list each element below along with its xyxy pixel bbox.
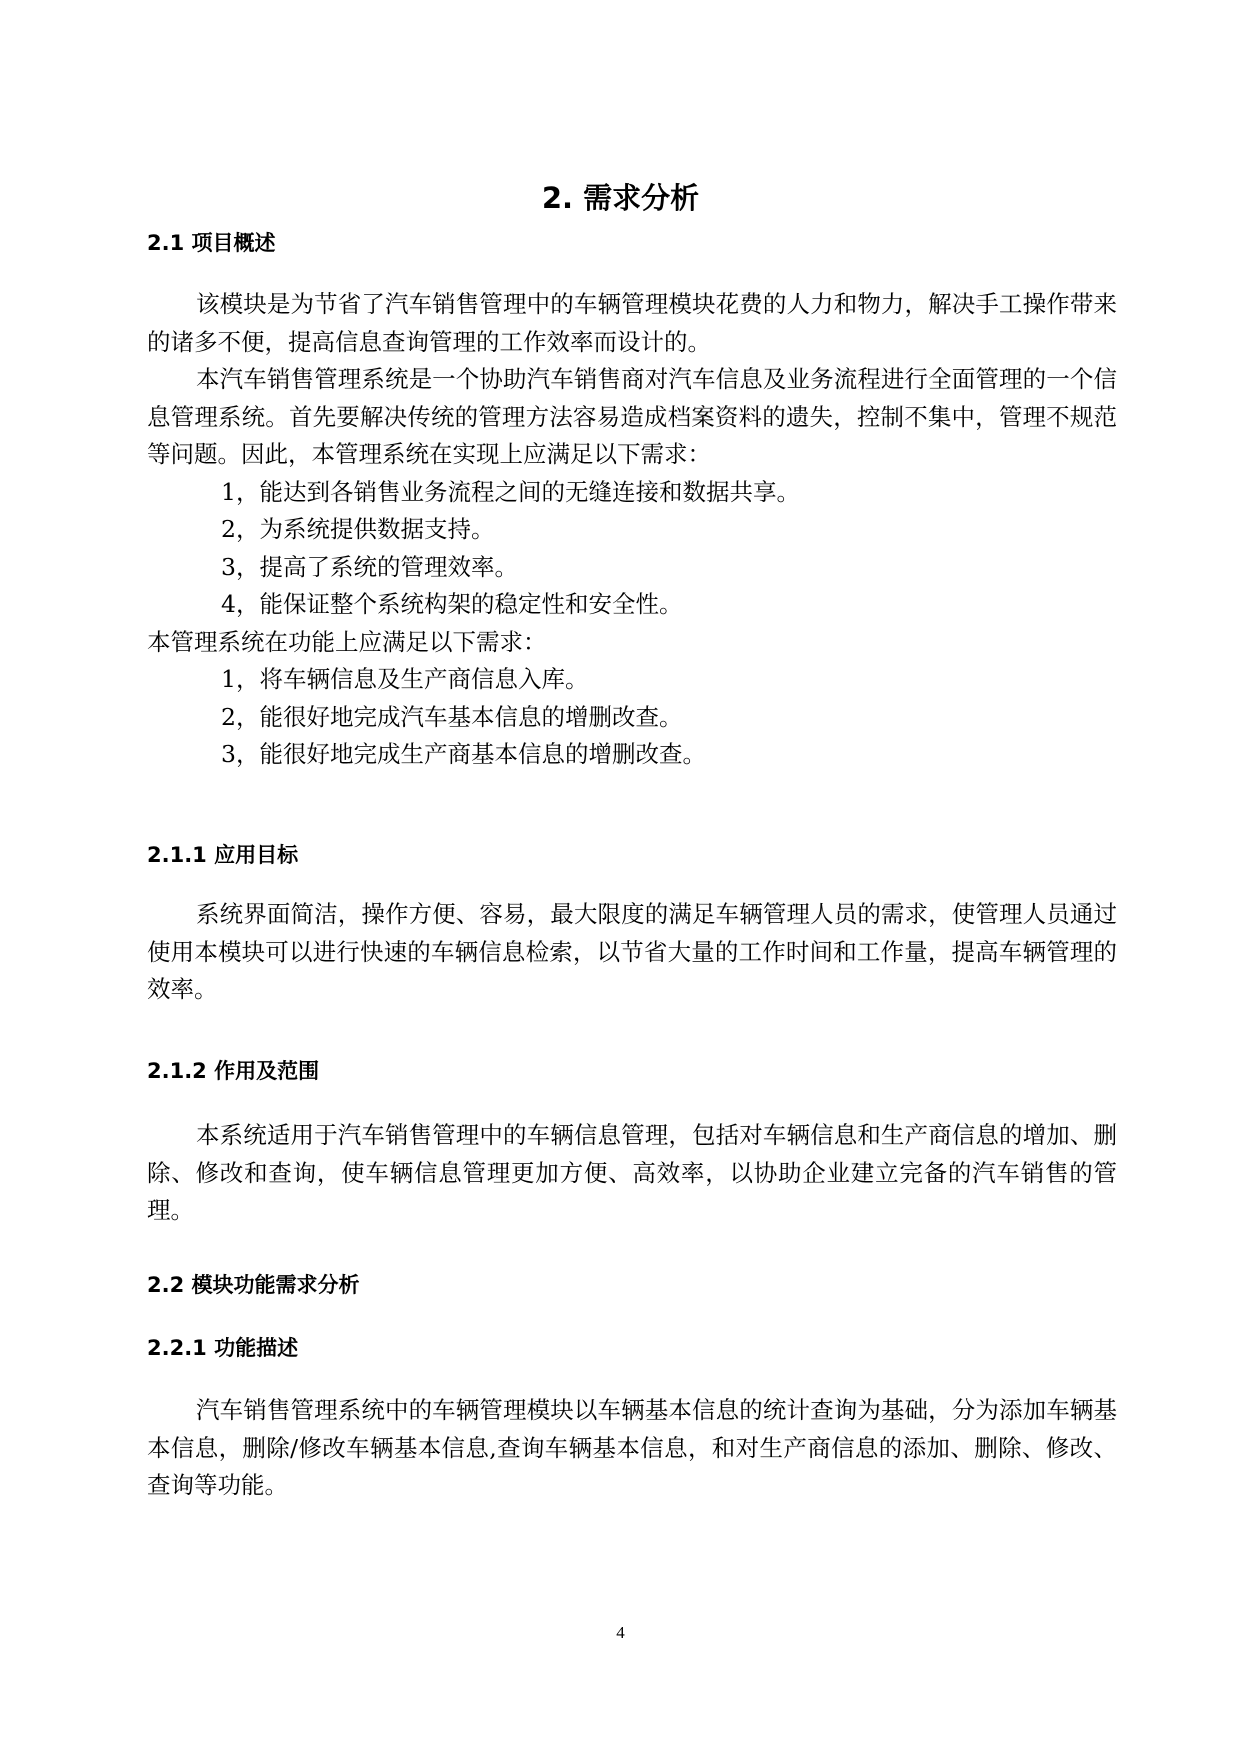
- page-number: 4: [616, 1623, 625, 1642]
- list-item-func-3: 3，能很好地完成生产商基本信息的增删改查。: [221, 740, 706, 768]
- paragraph-overview-2: 本汽车销售管理系统是一个协助汽车销售商对汽车信息及业务流程进行全面管理的一个信息管理系统。首先要解决传统的管理方法容易造成档案资料的遗失，控制不集中，管理不规范等问题。因此，本管理系统在实现上应满足以下需求：: [147, 365, 1117, 468]
- list-item-impl-4: 4，能保证整个系统构架的稳定性和安全性。: [221, 590, 683, 618]
- section-heading-2-1: 2.1 项目概述: [147, 231, 276, 255]
- chapter-title: 2. 需求分析: [541, 181, 700, 215]
- paragraph-func-intro: 本管理系统在功能上应满足以下需求：: [147, 628, 547, 656]
- list-item-func-2: 2，能很好地完成汽车基本信息的增删改查。: [221, 703, 683, 731]
- list-item-impl-3: 3，提高了系统的管理效率。: [221, 553, 518, 581]
- section-heading-2-1-2: 2.1.2 作用及范围: [147, 1059, 320, 1083]
- list-item-func-1: 1，将车辆信息及生产商信息入库。: [221, 665, 589, 693]
- section-heading-2-2: 2.2 模块功能需求分析: [147, 1273, 360, 1297]
- section-heading-2-2-1: 2.2.1 功能描述: [147, 1336, 299, 1360]
- paragraph-overview-1: 该模块是为节省了汽车销售管理中的车辆管理模块花费的人力和物力，解决手工操作带来的诸多不便，提高信息查询管理的工作效率而设计的。: [147, 290, 1117, 356]
- paragraph-application-goal: 系统界面简洁，操作方便、容易，最大限度的满足车辆管理人员的需求，使管理人员通过使用本模块可以进行快速的车辆信息检索，以节省大量的工作时间和工作量，提高车辆管理的效率。: [147, 900, 1117, 1003]
- paragraph-scope: 本系统适用于汽车销售管理中的车辆信息管理，包括对车辆信息和生产商信息的增加、删除、修改和查询，使车辆信息管理更加方便、高效率，以协助企业建立完备的汽车销售的管理。: [147, 1121, 1117, 1224]
- list-item-impl-1: 1，能达到各销售业务流程之间的无缝连接和数据共享。: [221, 478, 800, 506]
- list-item-impl-2: 2，为系统提供数据支持。: [221, 515, 495, 543]
- paragraph-function-description: 汽车销售管理系统中的车辆管理模块以车辆基本信息的统计查询为基础，分为添加车辆基本信息，删除/修改车辆基本信息,查询车辆基本信息，和对生产商信息的添加、删除、修改、查询等功能。: [147, 1396, 1117, 1499]
- section-heading-2-1-1: 2.1.1 应用目标: [147, 843, 299, 867]
